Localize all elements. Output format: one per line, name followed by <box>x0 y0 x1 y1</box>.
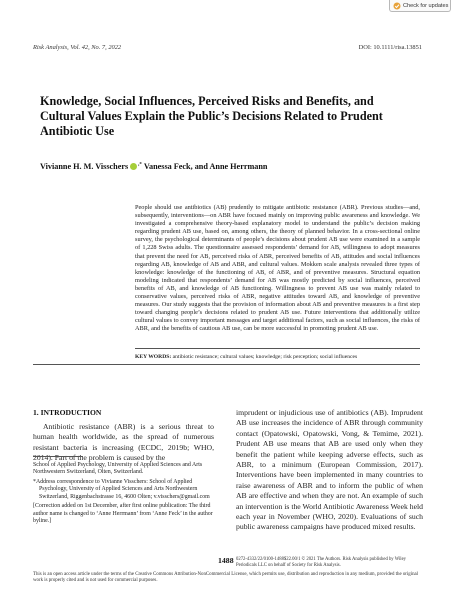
correction-note: [Correction added on 1st December, after first online publication: The third author name is changed to ‘Anne Herrmann’ from ‘Anne Feck’ in the author byline.] <box>33 503 213 525</box>
page-number: 1488 <box>218 556 234 565</box>
author-byline <box>40 162 267 171</box>
intro-paragraph-left: Antibiotic resistance (ABR) is a serious threat to human health worldwide, as the spread of numerous resistant bacteria is increasing (ECDC, 2019b; WHO, 2014). Part of the problem is caused by the <box>33 422 214 463</box>
abstract: People should use antibiotics (AB) prudently to mitigate antibiotic resistance (ABR). Previous studies—and, subsequently, interventions—on ABR have focused mainly on improving public awareness and knowledge. We investigated a comprehensive theory-based explanatory model to understand the public’s decision making regarding prudent AB use, based on, among others, the theory of planned behavior. In a cross-sectional online survey, the psychological determinants of people’s decisions about prudent AB use were examined in a sample of 1,228 Swiss adults. The questionnaire assessed respondents’ demand for AB, willingness to adopt measures that prevent the need for AB, perceived risks of ABR, perceived benefits of AB, attitudes and social influences regarding AB, knowledge of AB and ABR, and cultural values. Mokken scale analysis revealed three types of knowledge: knowledge of the functioning of AB, of ABR, and of preventive measures. Structural equation modeling indicated that respondents’ demand for AB was mostly predicted by social influences, perceived benefits of AB, and knowledge of AB functioning. Willingness to prevent AB use was mainly related to conservative values, perceived risks of ABR, negative attitudes toward AB, and knowledge of preventive measures. Our study suggests that the provision of information about AB and preventive measures is a first step toward changing people’s decisions related to prudent AB use. Future interventions that additionally utilize cultural values to convey important messages and target additional factors, such as social influences, the risks of ABR, and the benefits of cautious AB use, can be more successful in promoting prudent AB use. <box>135 204 420 333</box>
check-for-updates-label: Check for updates <box>403 2 449 9</box>
affiliation-note: School of Applied Psychology, University of Applied Sciences and Arts Northwestern Switzerland, Olten, Switzerland. <box>33 462 203 476</box>
author-name[interactable]: Vivianne H. M. Visschers <box>40 162 129 171</box>
keywords <box>135 354 420 360</box>
article-title: Knowledge, Social Influences, Perceived Risks and Benefits, and Cultural Values Explain the Public’s Decisions Related to Prudent Antibiotic Use <box>40 94 383 138</box>
license-notice: This is an open access article under the terms of the Creative Commons Attribution-NonCommercial License, which permits use, distribution and reproduction in any medium, provided the original work is properly cited and is not used for commercial purposes. <box>33 572 419 584</box>
journal-citation: Risk Analysis, Vol. 42, No. 7, 2022 <box>33 44 122 51</box>
section-heading: 1. INTRODUCTION <box>33 408 102 417</box>
divider <box>135 348 420 349</box>
intro-paragraph-right: imprudent or injudicious use of antibiotics (AB). Imprudent AB use increases the incidence of ABR through community contact (Opatowski, Opatowski, Vong, & Temime, 2021). Prudent AB use means that AB are used only when they benefit the patient while keeping adverse effects, such as ABR, to a minimum (European Commission, 2017). Interventions have been implemented in many countries to raise awareness of ABR and to inform the public of when AB are effective and when they are not. An example of such an intervention is the World Antibiotic Awareness Week held each year in November (WHO, 2020). Evaluations of such public awareness campaigns have produced mixed results. <box>236 408 423 532</box>
keywords-text: antibiotic resistance; cultural values; knowledge; risk perception; social influences <box>171 354 358 360</box>
check-for-updates-icon <box>393 2 401 10</box>
copyright-notice: 0272-4332/22/0100-1488$22.00/1 © 2021 The Authors. Risk Analysis published by Wiley Periodicals LLC on behalf of Society for Risk Analysis. <box>236 557 406 568</box>
footnotes <box>33 462 214 528</box>
footnote-rule <box>33 456 83 457</box>
running-head <box>33 44 422 51</box>
author-marks: ,* <box>138 162 142 168</box>
check-for-updates-button[interactable] <box>389 0 451 12</box>
divider <box>33 364 420 365</box>
correspondence-note: *Address correspondence to Vivianne Visschers: School of Applied Psychology, University of Applied Sciences and Arts Northwestern Switzerland, Riggenbachstrasse 16, 4600 Olten; v.visschers@gmail.com <box>33 479 210 500</box>
co-authors: Vanessa Feck, and Anne Herrmann <box>141 162 268 171</box>
doi[interactable]: DOI: 10.1111/risa.13851 <box>358 44 422 51</box>
keywords-label: KEY WORDS: <box>135 354 172 360</box>
orcid-icon[interactable] <box>130 163 137 170</box>
